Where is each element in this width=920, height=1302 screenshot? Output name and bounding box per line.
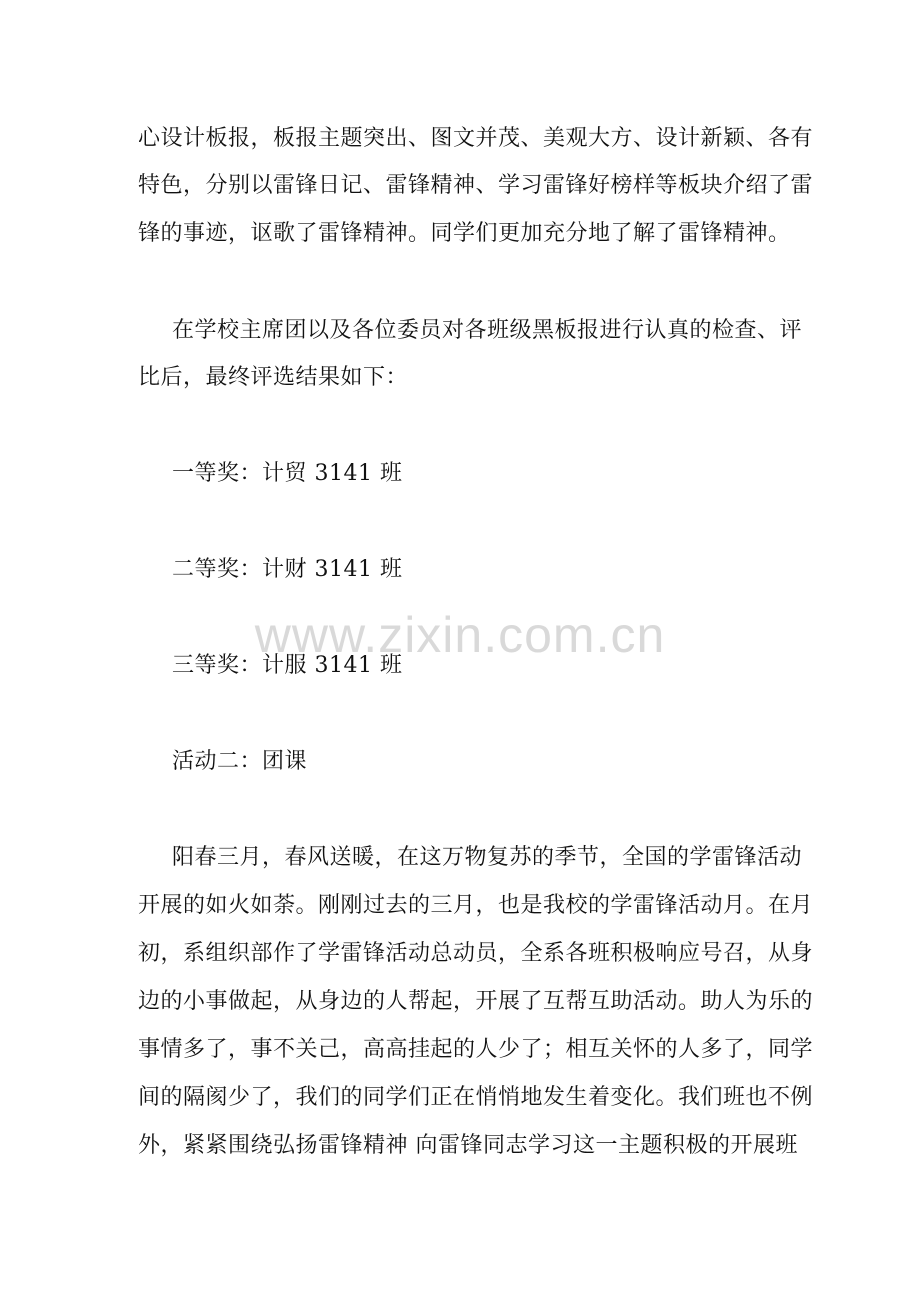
paragraph-line: 阳春三月，春风送暖，在这万物复苏的季节，全国的学雷锋活动 (172, 845, 803, 870)
paragraph-line: 在学校主席团以及各位委员对各班级黑板报进行认真的检查、评 (172, 318, 803, 343)
section-heading: 活动二：团课 (172, 749, 308, 774)
paragraph-line: 锋的事迹，讴歌了雷锋精神。同学们更加充分地了解了雷锋精神。 (138, 221, 791, 246)
paragraph-line: 比后，最终评选结果如下： (138, 365, 409, 390)
paragraph-line: 间的隔阂少了，我们的同学们正在悄悄地发生着变化。我们班也不例 (138, 1085, 814, 1110)
paragraph-line: 外，紧紧围绕弘扬雷锋精神 向雷锋同志学习这一主题积极的开展班 (138, 1133, 798, 1158)
paragraph-line: 初，系组织部作了学雷锋活动总动员，全系各班积极响应号召，从身 (138, 941, 814, 966)
paragraph-line: 开展的如火如荼。刚刚过去的三月，也是我校的学雷锋活动月。在月 (138, 893, 814, 918)
watermark: www.zixin.com.cn (254, 607, 666, 663)
award-first: 一等奖：计贸 3141 班 (172, 461, 403, 486)
paragraph-line: 心设计板报，板报主题突出、图文并茂、美观大方、设计新颖、各有 (138, 126, 814, 151)
paragraph-line: 特色，分别以雷锋日记、雷锋精神、学习雷锋好榜样等板块介绍了雷 (138, 173, 814, 198)
award-second: 二等奖：计财 3141 班 (172, 557, 403, 582)
paragraph-line: 边的小事做起，从身边的人帮起，开展了互帮互助活动。助人为乐的 (138, 989, 814, 1014)
paragraph-line: 事情多了，事不关己，高高挂起的人少了；相互关怀的人多了，同学 (138, 1037, 814, 1062)
award-third: 三等奖：计服 3141 班 (172, 653, 403, 678)
